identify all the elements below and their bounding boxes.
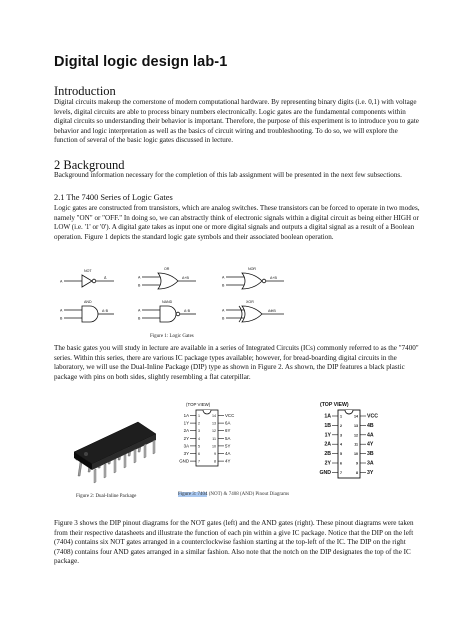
or-input-a-label: A [138,275,141,280]
left-pin-number-right: 10 [212,444,216,449]
figure3-caption [178,492,289,497]
left-pin-number-left: 3 [198,429,200,434]
and-input-a-label: A [60,308,63,313]
nand-input-a-label: A [138,308,141,313]
left-pin-name-right: 6Y [225,428,231,434]
figure3-caption-highlight: Figure 3: 7404 [178,492,208,497]
document-title: Digital logic design lab-1 [54,54,228,70]
left-pin-number-left: 2 [198,421,200,426]
right-pin-number-right: 11 [354,442,358,447]
left-pin-number-left: 5 [198,444,200,449]
right-pin-name-right: 3Y [367,469,374,476]
nor-gate-label: NOR [248,267,256,271]
not-input-label: A [60,279,63,284]
right-pin-number-right: 13 [354,423,358,428]
right-pin-name-left: 1A [324,413,331,420]
right-pin-name-right: 4A [367,432,374,439]
left-pin-name-right: 6A [225,420,231,426]
left-pin-number-right: 12 [212,429,216,434]
left-pin-name-left: 3Y [183,451,189,456]
or-input-b-label: B [138,283,141,288]
left-pin-number-left: 6 [198,452,200,456]
right-pin-number-left: 6 [340,461,342,466]
series-paragraph-3: Figure 3 shows the DIP pinout diagrams for the NOT gates (left) and the AND gates (right). These pinout diagrams were taken from their respective datasheets and illustrate the function of each pin within a give IC package. Notice that the DIP on the left (7404) contains six NOT gates arranged in a counterclockwise fashion starting at the top-left of the IC. The DIP on the right (7408) contains four AND gates arranged in a similar fashion. Also note that the notch on the DIP designates the top of the IC package. [54,519,414,566]
right-pin-number-left: 1 [340,414,342,419]
xor-output-label: A⊕B [268,309,276,313]
logic-gates-diagram [58,266,318,332]
left-pin-name-right: 5Y [225,443,231,449]
nand-output-label: A·B [184,309,190,313]
nor-input-a-label: A [222,275,225,280]
nand-gate-label: NAND [162,300,173,304]
nor-output-label: A+B [270,276,277,280]
left-pin-name-right: 4A [225,451,231,456]
right-pin-number-right: 8 [356,470,358,475]
and-output-label: A·B [102,309,108,313]
figure-pinout-diagrams [172,398,434,490]
right-pin-name-left: 1B [324,422,331,429]
left-pin-number-left: 1 [198,414,200,418]
left-pin-number-left: 7 [198,459,200,464]
left-pin-number-left: 4 [198,436,200,441]
left-pin-number-right: 9 [214,452,216,456]
left-pin-name-right: 5A [225,435,231,441]
right-pin-number-right: 14 [354,414,358,419]
right-pin-number-right: 12 [354,433,358,438]
series-paragraph-2: The basic gates you will study in lecture are available in a series of Integrated Circuits (ICs) commonly referred to as the "7400" series. Within this series, there are various IC package types available; however, for bread-boarding digital circuits in the laboratory, we will use the Dual-Inline Package (DIP) type as shown in Figure 2. As shown, the DIP features a black plastic package with pins on both sides, slightly resembling a flat caterpillar. [54,344,419,381]
right-pin-name-right: 4Y [367,441,374,448]
left-pin-name-left: GND [179,458,189,464]
left-pin-name-left: 2A [183,428,189,434]
right-pin-name-left: 2Y [324,460,331,467]
left-top-view-label: (TOP VIEW) [186,402,211,407]
nor-input-b-label: B [222,283,225,288]
left-pin-name-left: 3A [183,443,189,449]
left-pin-number-right: 8 [214,459,216,464]
not-gate-label: NOT [84,269,92,273]
right-pin-number-left: 7 [340,470,342,475]
or-gate-label: OR [164,267,170,271]
right-pin-name-right: VCC [367,413,378,420]
series-paragraph: Logic gates are constructed from transistors, which are analog switches. These transistors can be forced to operate in two modes, namely "ON" or "OFF." In doing so, we can abstractly think of electronic signals within a digital circuit as being either HIGH or LOW (i.e. '1' or '0'). A digital gate takes as input one or more digital signals and outputs a digital signal as a result of a Boolean operation. Figure 1 depicts the standard logic gate symbols and their associated boolean operation. [54,204,420,241]
left-pin-name-left: 1Y [183,420,189,426]
right-pin-name-left: 1Y [324,432,331,439]
figure-logic-gates [58,266,318,332]
left-pin-name-right: VCC [225,413,235,418]
right-pin-number-left: 4 [340,442,342,447]
right-chip-notch [345,410,353,414]
figure1-caption: Figure 1: Logic Gates [150,334,194,339]
left-pin-number-right: 14 [212,414,216,418]
intro-heading: Introduction [54,84,116,98]
background-heading: 2 Background [54,158,125,172]
left-pin-number-right: 11 [212,436,216,441]
xor-gate-label: XOR [246,300,254,304]
right-pin-number-right: 9 [356,461,358,466]
right-top-view-label: (TOP VIEW) [320,402,349,408]
right-pin-name-right: 3B [367,451,374,458]
or-output-label: A+B [182,276,189,280]
right-pin-name-left: 2A [324,441,331,448]
series-heading: 2.1 The 7400 Series of Logic Gates [54,193,173,202]
right-pin-name-left: 2B [324,451,331,458]
right-pin-name-right: 4B [367,422,374,429]
and-gate-label: AND [84,300,92,304]
nand-input-b-label: B [138,316,141,321]
right-pin-number-right: 10 [354,452,358,457]
background-paragraph: Background information necessary for the completion of this lab assignment will be presented in the next few subsections. [54,171,402,179]
left-pin-name-right: 4Y [225,458,231,464]
left-pin-number-right: 13 [212,421,216,426]
right-pin-number-left: 5 [340,452,342,457]
and-input-b-label: B [60,316,63,321]
right-pin-number-left: 3 [340,433,342,438]
right-pin-name-right: 3A [367,460,374,467]
right-pin-number-left: 2 [340,423,342,428]
left-pin-name-left: 1A [183,413,189,418]
figure3-caption-rest: (NOT) & 7408 (AND) Pinout Diagrams [208,492,290,497]
right-pin-name-left: GND [319,469,331,476]
figure2-caption: Figure 2: Dual-Inline Package [76,494,137,499]
not-output-label: Ā [104,276,107,280]
figure-dual-inline-package [66,418,162,490]
xor-input-a-label: A [222,308,225,313]
xor-input-b-label: B [222,316,225,321]
pinout-diagrams [172,398,434,490]
left-pin-name-left: 2Y [183,435,189,441]
intro-paragraph: Digital circuits makeup the cornerstone of modern computational hardware. By representing binary digits (i.e. 0,1) with voltage levels, digital circuits are able to process binary numbers electronically. Logic gates are the fundamental components within digital circuits so understanding their behavior is important. Therefore, the purpose of this experiment is to introduce you to gate behavior and logic interpretation as well as the basics of circuit wiring and troubleshooting. To do so, we will explore the function of several of the basic logic gates discussed in lecture. [54,98,419,145]
dip-chip-illustration [66,418,162,490]
